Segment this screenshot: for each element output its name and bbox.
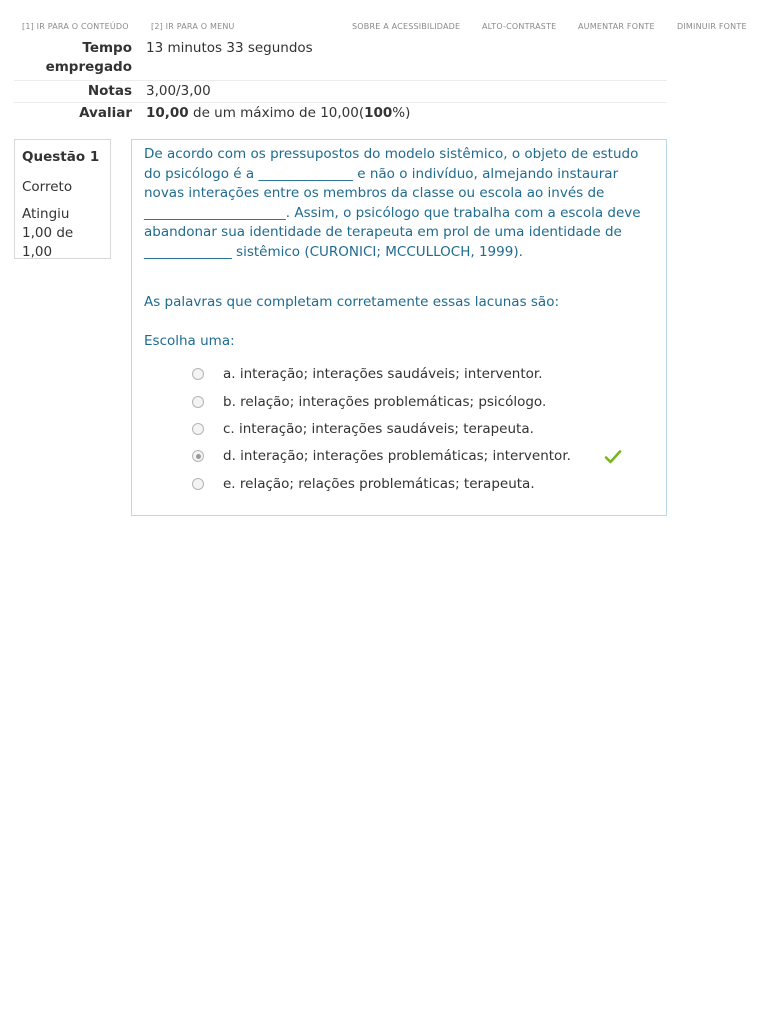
answer-a-label[interactable]: a. interação; interações saudáveis; interventor.	[223, 366, 543, 383]
attempt-summary-table	[14, 38, 667, 125]
question-text: De acordo com os pressupostos do modelo sistêmico, o objeto de estudo do psicólogo é a ______________ e não o indivíduo, almejando instaurar novas interações entre os membros da classe ou escola ao invés de _____________________. Assim, o psicólogo que trabalha com a escola deve abandonar sua identidade de terapeuta em prol de uma identidade de _____________ sistêmico (CURONICI; MCCULLOCH, 1999).	[144, 146, 641, 260]
question-grade: Atingiu 1,00 de 1,00	[22, 206, 74, 260]
tempo-label: Tempo empregado	[45, 40, 132, 75]
answer-e-radio[interactable]	[192, 478, 204, 490]
avaliar-label: Avaliar	[79, 105, 132, 121]
accessibility-bar	[0, 22, 768, 38]
increase-font-link[interactable]: AUMENTAR FONTE	[578, 22, 655, 31]
choose-one-label: Escolha uma:	[144, 333, 235, 350]
answer-option-c[interactable]	[192, 415, 654, 442]
notas-label: Notas	[87, 83, 132, 99]
avaliar-score: 10,00	[146, 105, 189, 121]
question-info-box	[14, 139, 111, 259]
question-number-prefix: Questão	[22, 149, 90, 165]
answer-c-radio[interactable]	[192, 423, 204, 435]
answer-option-e[interactable]	[192, 470, 654, 497]
summary-row-notas	[14, 81, 667, 103]
answer-d-label[interactable]: d. interação; interações problemáticas; interventor.	[223, 448, 571, 465]
tempo-value: 13 minutos 33 segundos	[146, 40, 313, 56]
answer-b-label[interactable]: b. relação; interações problemáticas; psicólogo.	[223, 393, 547, 410]
summary-row-avaliar	[14, 103, 667, 125]
answer-e-label[interactable]: e. relação; relações problemáticas; terapeuta.	[223, 475, 535, 492]
answer-option-a[interactable]	[192, 361, 654, 388]
answer-option-b[interactable]	[192, 388, 654, 415]
answer-d-radio[interactable]	[192, 450, 204, 462]
avaliar-percent-suffix: %)	[392, 105, 411, 121]
question-content-box	[131, 139, 667, 516]
decrease-font-link[interactable]: DIMINUIR FONTE	[677, 22, 747, 31]
avaliar-value	[146, 104, 667, 125]
avaliar-max-text: de um máximo de 10,00(	[188, 105, 365, 121]
high-contrast-link[interactable]: ALTO-CONTRASTE	[482, 22, 557, 31]
notas-value: 3,00/3,00	[146, 83, 211, 99]
question-number-value: 1	[89, 149, 100, 165]
skip-to-content-link[interactable]: [1] IR PARA O CONTEÚDO	[22, 22, 129, 31]
answer-c-label[interactable]: c. interação; interações saudáveis; terapeuta.	[223, 420, 534, 437]
avaliar-percent: 100	[364, 105, 393, 121]
answer-list	[144, 361, 654, 497]
check-icon	[604, 449, 622, 465]
about-accessibility-link[interactable]: SOBRE A ACESSIBILIDADE	[352, 22, 461, 31]
summary-row-tempo	[14, 38, 667, 81]
question-state: Correto	[22, 179, 73, 195]
answer-b-radio[interactable]	[192, 396, 204, 408]
answer-option-d[interactable]	[192, 443, 654, 470]
skip-to-menu-link[interactable]: [2] IR PARA O MENU	[151, 22, 235, 31]
question-number	[22, 149, 103, 165]
question-prompt: As palavras que completam corretamente essas lacunas são:	[144, 293, 560, 310]
answer-a-radio[interactable]	[192, 368, 204, 380]
